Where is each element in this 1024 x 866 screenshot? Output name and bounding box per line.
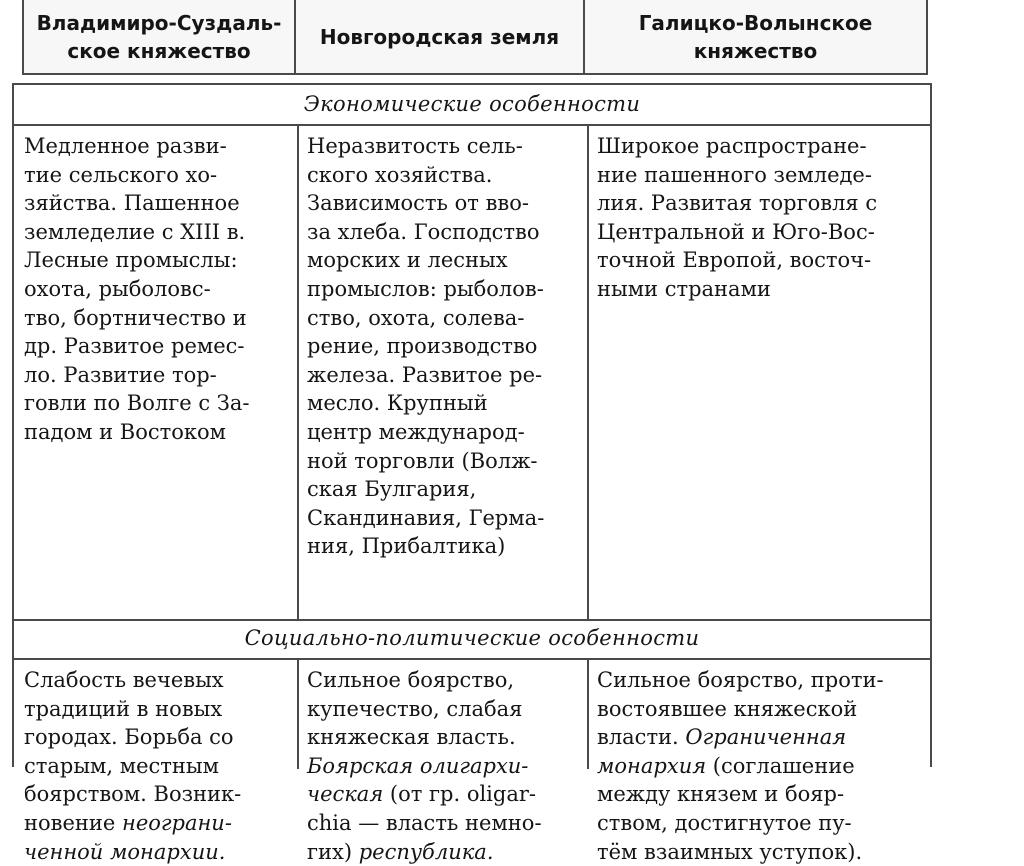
cell-line — [307, 780, 579, 809]
text-run: новение — [24, 810, 122, 835]
cell-line — [307, 752, 579, 781]
cell-line: ство, охота, солева- — [307, 305, 525, 330]
cell-line — [24, 809, 289, 838]
cell-line: ной торговли (Волж- — [307, 448, 538, 473]
header-text: ское княжество — [67, 38, 251, 63]
cell-line — [24, 838, 289, 866]
italic-term: неограни- — [122, 810, 232, 835]
social-novgorod-cell — [297, 660, 587, 866]
header-novgorod — [296, 0, 585, 73]
cell-line: традиций в новых — [24, 696, 223, 721]
cell-line: центр международ- — [307, 419, 525, 444]
social-row — [14, 660, 930, 866]
header-text: Галицко-Волынское — [638, 10, 873, 35]
cell-line: между князем и бояр- — [597, 782, 845, 807]
cell-line: Неразвитость сель- — [307, 134, 523, 158]
cell-line: тие сельского хо- — [24, 162, 218, 187]
cell-line: Сильное боярство, — [307, 668, 515, 692]
cell-line: морских и лесных — [307, 248, 508, 273]
cell-line: ством, достигнутое пу- — [597, 810, 852, 835]
social-galicia-cell — [587, 660, 930, 866]
cell-line: городах. Борьба со — [24, 725, 234, 750]
cell-line: говли по Волге с За- — [24, 391, 250, 416]
social-vladimir-cell — [14, 660, 297, 866]
cell-line: ло. Развитие тор- — [24, 362, 217, 387]
cell-line: др. Развитое ремес- — [24, 334, 245, 359]
cell-line: месло. Крупный — [307, 391, 488, 416]
cell-line: за хлеба. Господство — [307, 219, 540, 244]
cell-line — [597, 752, 922, 781]
cell-line: падом и Востоком — [24, 419, 226, 444]
cell-line: ская Булгария, — [307, 477, 477, 502]
cell-line: ными странами — [597, 276, 771, 301]
cell-line: старым, местным — [24, 753, 219, 778]
cell-line: Слабость вечевых — [24, 668, 224, 692]
cell-line — [597, 723, 922, 752]
text-run: гих) — [307, 839, 359, 864]
header-text: Новгородская земля — [319, 24, 560, 49]
cell-line: Лесные промыслы: — [24, 248, 238, 273]
cell-line: лия. Развитая торговля с — [597, 191, 878, 216]
italic-term: ческая — [307, 782, 384, 807]
header-text: княжество — [693, 38, 818, 63]
cell-line: Скандинавия, Герма- — [307, 505, 545, 530]
cell-line: купечество, слабая — [307, 696, 523, 721]
economic-vladimir-cell — [14, 126, 297, 561]
economic-galicia-cell — [587, 126, 930, 561]
text-run: (соглашение — [706, 753, 855, 778]
cell-line: ского хозяйства. — [307, 162, 493, 187]
section-title-social: Социально-политические особенности — [244, 626, 700, 650]
header-vladimir-suzdal — [24, 0, 296, 73]
cell-line: Зависимость от вво- — [307, 191, 529, 216]
italic-term: монархия — [597, 753, 707, 778]
cell-line: востоявшее княжеской — [597, 696, 858, 721]
cell-line: промыслов: рыболов- — [307, 276, 544, 301]
cell-line: точной Европой, восточ- — [597, 248, 872, 273]
cell-line: рение, производство — [307, 334, 538, 359]
italic-term: Боярская олигархи- — [307, 753, 529, 778]
cell-line — [307, 838, 579, 866]
cell-line: зяйства. Пашенное — [24, 191, 240, 216]
section-title-economic: Экономические особенности — [303, 92, 641, 116]
cell-line: земледелие с XIII в. — [24, 219, 246, 244]
cell-line: княжеская власть. — [307, 725, 516, 750]
italic-term: Ограниченная — [685, 725, 847, 750]
cell-line: Центральной и Юго-Вос- — [597, 219, 875, 244]
text-run: (от гр. oligar- — [383, 782, 536, 807]
cell-line: железа. Развитое ре- — [307, 362, 543, 387]
cell-line: тво, бортничество и — [24, 305, 247, 330]
economic-novgorod-cell — [297, 126, 587, 561]
cell-line: боярством. Возник- — [24, 782, 242, 807]
economic-row — [14, 126, 930, 561]
header-text: Владимиро-Суздаль- — [36, 10, 282, 35]
header-galicia-volhynia — [585, 0, 926, 73]
cell-line: тём взаимных уступок). — [597, 839, 863, 864]
cell-line: ния, Прибалтика) — [307, 534, 506, 559]
cell-line: охота, рыболовс- — [24, 276, 211, 301]
italic-term: ченной монархии. — [24, 839, 226, 864]
cell-line: Медленное разви- — [24, 134, 227, 158]
text-run: власти. — [597, 725, 686, 750]
divider — [14, 619, 930, 621]
cell-line: Сильное боярство, проти- — [597, 668, 884, 692]
table-body — [12, 83, 932, 864]
table-header — [22, 0, 928, 75]
italic-term: республика. — [358, 839, 494, 864]
cell-line: Широкое распростране- — [597, 134, 867, 158]
cell-line: chia — власть немно- — [307, 810, 542, 835]
cell-line: ние пашенного земледе- — [597, 162, 872, 187]
